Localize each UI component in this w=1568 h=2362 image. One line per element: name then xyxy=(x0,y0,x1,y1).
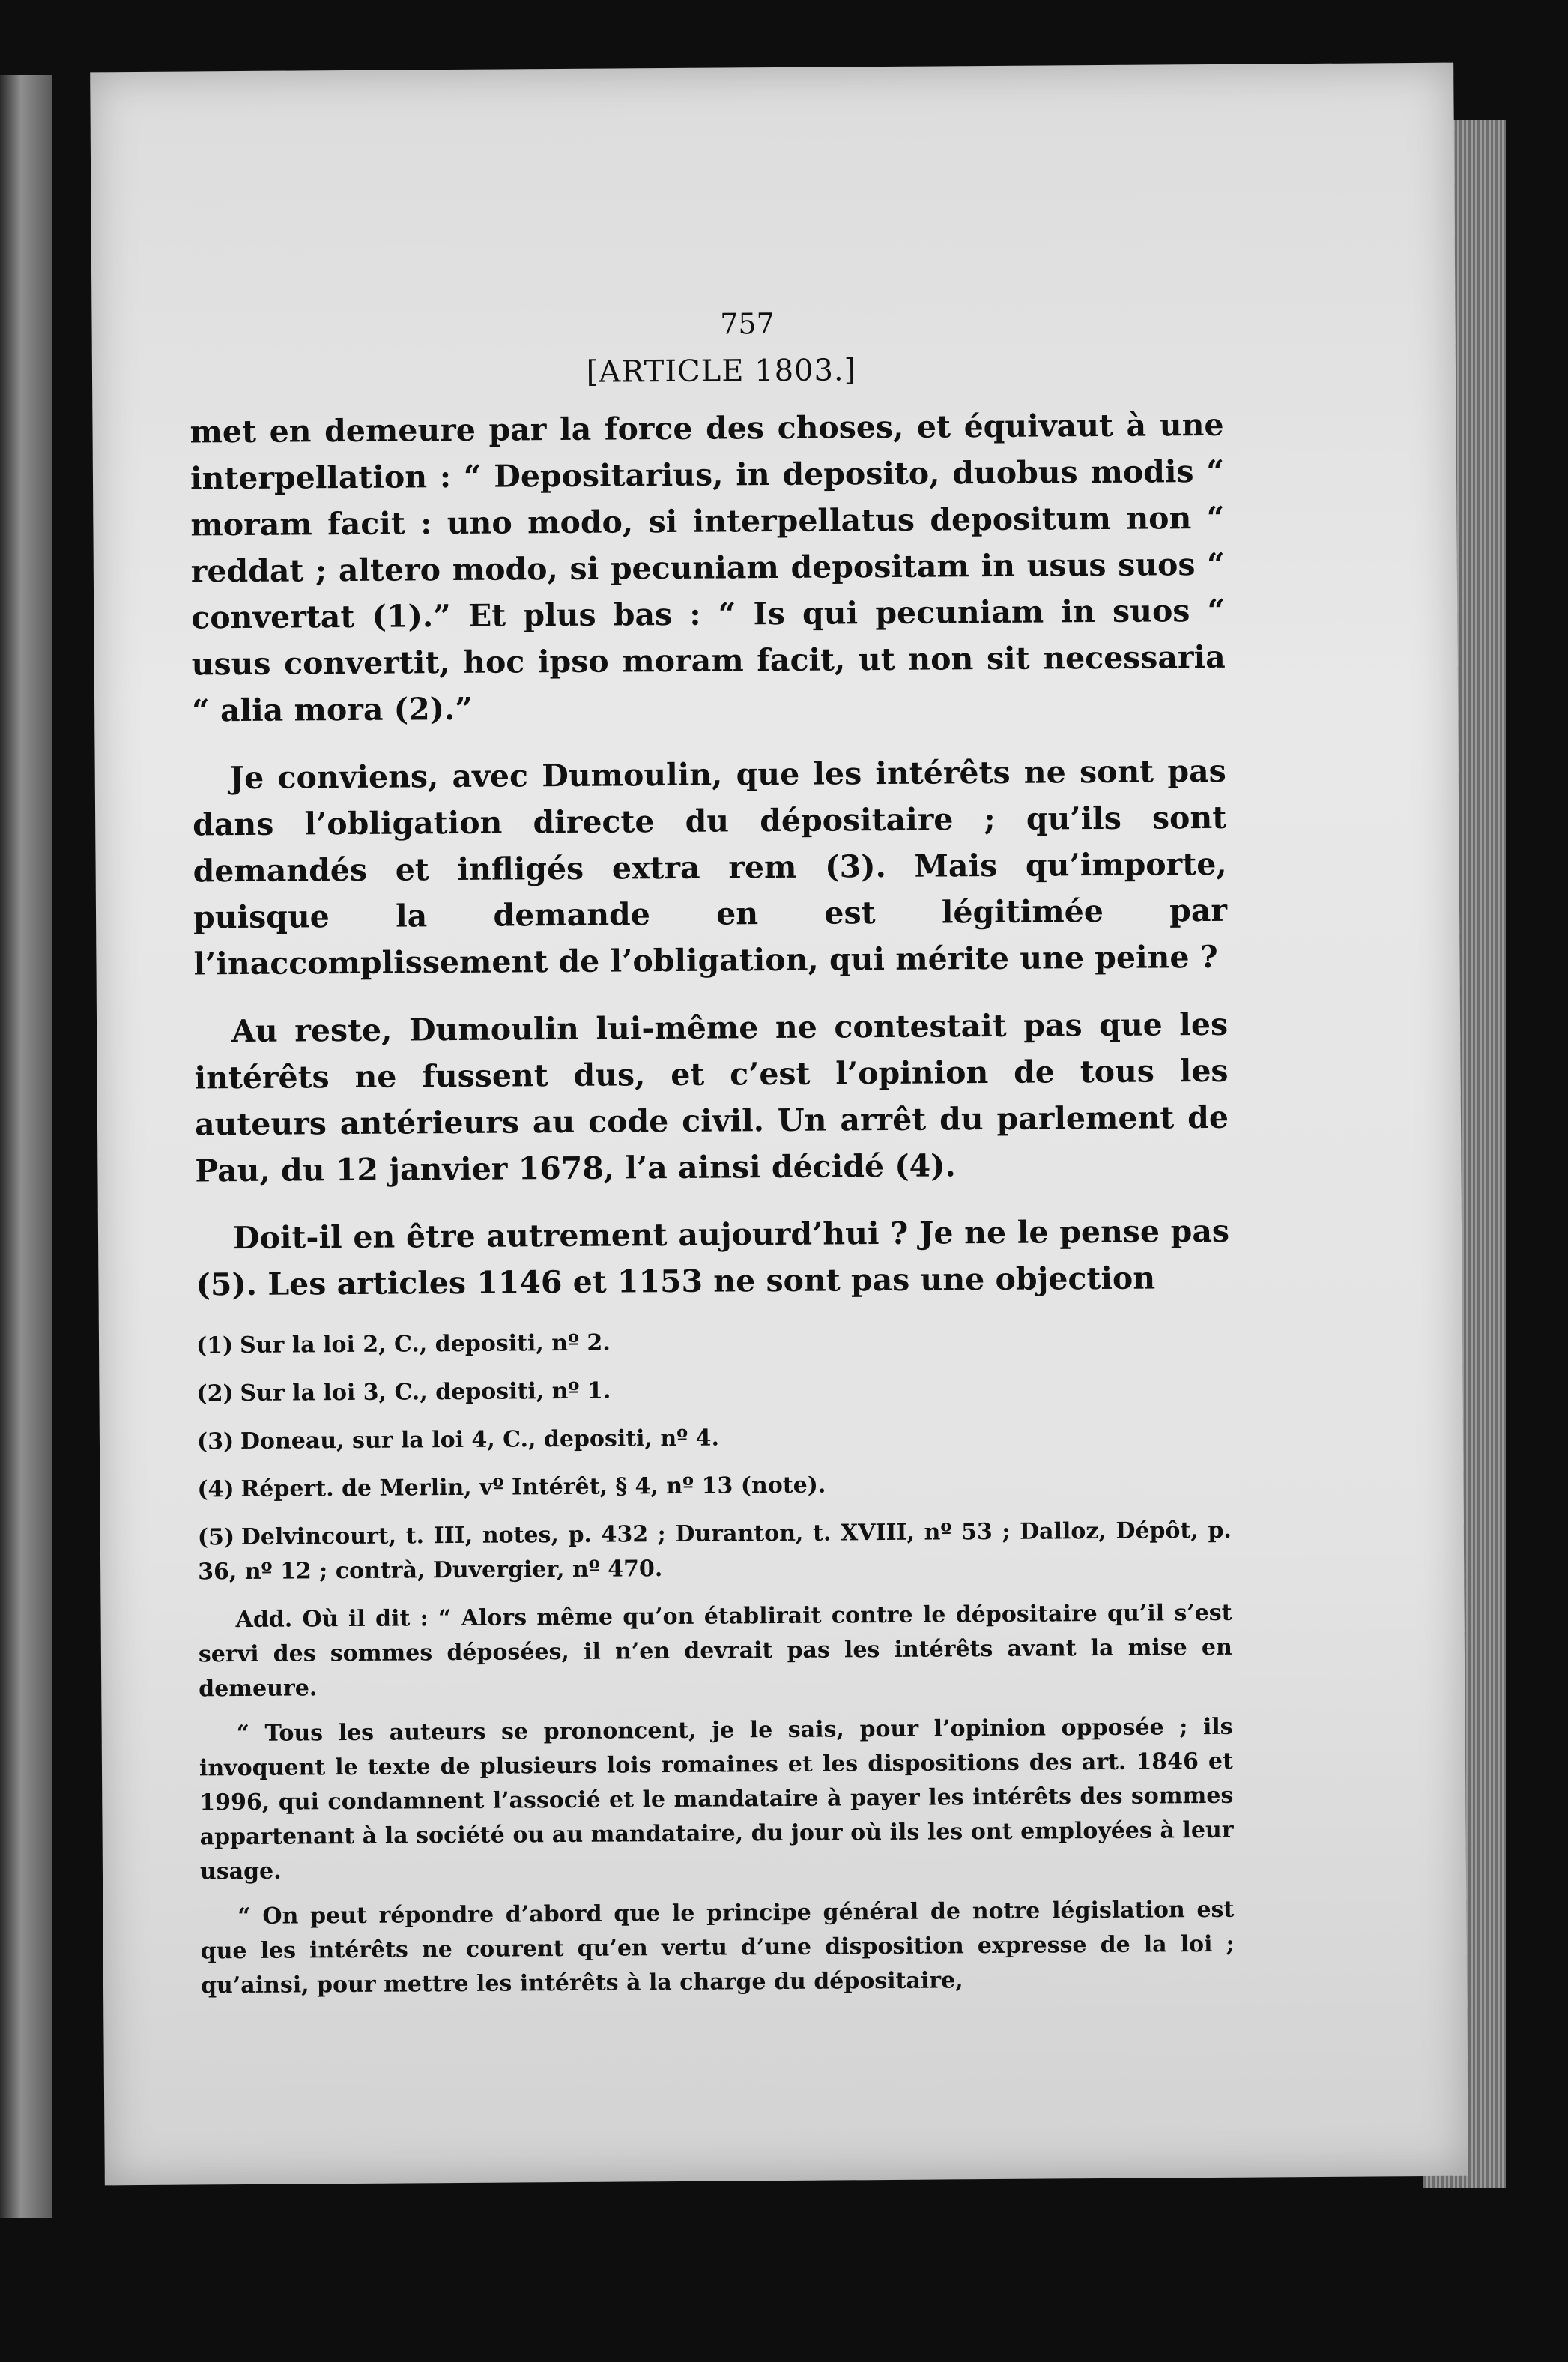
footnote-number: (2) xyxy=(196,1380,234,1407)
footnote xyxy=(198,1514,1232,1590)
footnote-text: Doneau, sur la loi 4, C., depositi, nº 4. xyxy=(240,1425,720,1455)
addition-paragraph: “ Tous les auteurs se prononcent, je le sais, pour l’opinion opposée ; ils invoquent le texte de plusieurs lois romaines et les dispositions des art. 1846 et 1996, qui condamnent l’associé et le mandataire à payer les intérêts des sommes appartenant à la société ou au mandataire, du jour où ils les ont employées à leur usage. xyxy=(199,1713,1234,1885)
footnote xyxy=(196,1322,1230,1364)
footnote-text: Delvincourt, t. III, notes, p. 432 ; Duranton, t. XVIII, nº 53 ; Dalloz, Dépôt, p. 36, nº 12 ; contrà, Duvergier, nº 470. xyxy=(198,1517,1232,1586)
facing-page-edge xyxy=(0,75,52,2218)
footnote xyxy=(197,1418,1231,1460)
body-paragraph: Doit-il en être autrement aujourd’hui ? Je ne le pense pas (5). Les articles 1146 et 1153 ne sont pas une objection xyxy=(196,1212,1230,1303)
footnote-number: (1) xyxy=(196,1332,234,1359)
addition-paragraph: “ On peut répondre d’abord que le principe général de notre législation est que les intérêts ne courent qu’en vertu d’une disposition expresse de la loi ; qu’ainsi, pour mettre les intérêts à la charge du dépositaire, xyxy=(200,1896,1235,1999)
body-paragraph: Au reste, Dumoulin lui-même ne contestait pas que les intérêts ne fussent dus, et c’est l’opinion de tous les auteurs antérieurs au code civil. Un arrêt du parlement de Pau, du 12 janvier 1678, l’a ainsi décidé (4). xyxy=(194,1006,1229,1189)
footnote-number: (4) xyxy=(197,1476,234,1503)
running-head: [ARTICLE 1803.] xyxy=(586,353,857,390)
footnotes xyxy=(196,1322,1235,2004)
footnote-text: Sur la loi 2, C., depositi, nº 2. xyxy=(239,1329,611,1359)
page-content xyxy=(189,304,1235,2014)
footnote xyxy=(197,1466,1231,1508)
book-page xyxy=(90,63,1468,2186)
body-paragraph: met en demeure par la force des choses, et équivaut à une interpellation : “ Depositarius, in deposito, duobus modis “ moram facit : uno modo, si interpellatus depositum non “ reddat ; altero modo, si pecuniam depositam in usus suos “ convertat (1).” Et plus bas : “ Is qui pecuniam in suos “ usus convertit, hoc ipso moram facit, ut non sit necessaria “ alia mora (2).” xyxy=(190,406,1226,729)
body-text xyxy=(190,402,1229,1308)
footnote-text: Sur la loi 3, C., depositi, nº 1. xyxy=(240,1377,611,1407)
body-paragraph: Je conviens, avec Dumoulin, que les intérêts ne sont pas dans l’obligation directe du dépositaire ; qu’ils sont demandés et infligés extra rem (3). Mais qu’importe, puisque la demande en est légitimée par l’inaccomplissement de l’obligation, qui mérite une peine ? xyxy=(193,752,1228,982)
page-number: 757 xyxy=(720,307,775,341)
footnote-text: Répert. de Merlin, vº Intérêt, § 4, nº 13 (note). xyxy=(240,1472,826,1503)
addition-paragraph: Add. Où il dit : “ Alors même qu’on établirait contre le dépositaire qu’il s’est servi des sommes déposées, il n’en devrait pas les intérêts avant la mise en demeure. xyxy=(198,1599,1233,1703)
footnote-number: (3) xyxy=(196,1428,234,1455)
footnote xyxy=(196,1370,1230,1412)
footnote-number: (5) xyxy=(197,1524,235,1551)
